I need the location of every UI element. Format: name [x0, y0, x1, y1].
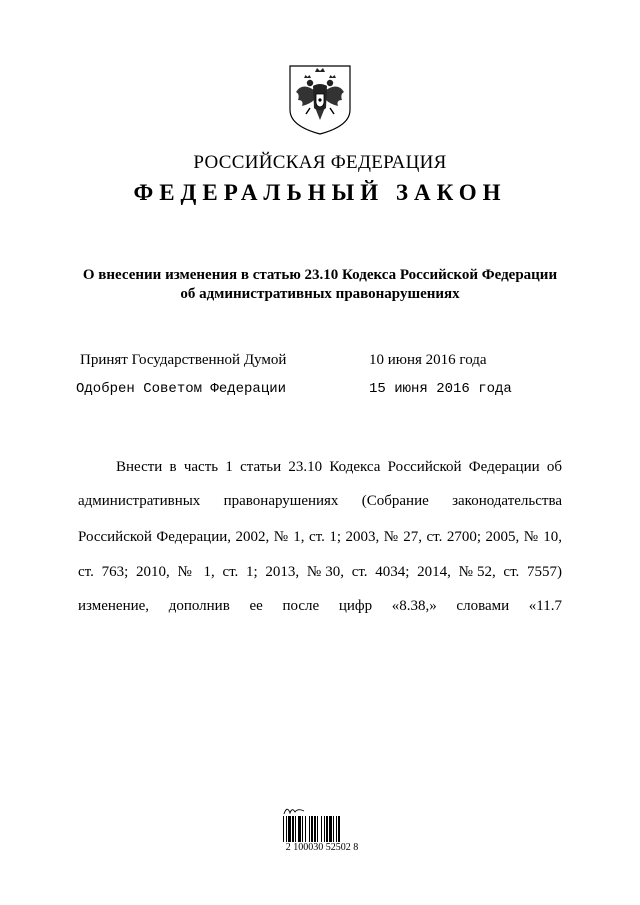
law-title [60, 266, 580, 304]
body-text-line: Внести в часть 1 статьи 23.10 Кодекса Российской Федерации об [116, 459, 562, 475]
law-title-line-1: О внесении изменения в статью 23.10 Кодекса Российской Федерации [82, 267, 558, 283]
country-name: РОССИЙСКАЯ ФЕДЕРАЦИЯ [193, 152, 447, 173]
document-type-heading: ФЕДЕРАЛЬНЫЙ ЗАКОН [133, 180, 507, 205]
duma-adoption-date: 10 июня 2016 года [369, 352, 487, 368]
duma-adoption-label: Принят Государственной Думой [80, 352, 287, 368]
law-title-line-2: об административных правонарушениях [180, 286, 460, 302]
barcode-number: 2 100030 52502 8 [285, 842, 359, 853]
council-approval-date: 15 июня 2016 года [369, 381, 512, 397]
body-text-line: Российской Федерации, 2002, № 1, ст. 1; 2003, № 27, ст. 2700; 2005, № 10, [78, 529, 562, 545]
body-text-line: административных правонарушениях (Собрание законодательства [78, 493, 562, 509]
coat-of-arms-icon [288, 64, 352, 136]
body-text-line: ст. 763; 2010, № 1, ст. 1; 2013, №30, ст. 4034; 2014, №52, ст. 7557) [78, 564, 562, 580]
body-text-line: изменение, дополнив ее после цифр «8.38,» словами «11.7 [78, 598, 562, 614]
barcode-icon [282, 816, 362, 842]
council-approval-label: Одобрен Советом Федерации [76, 381, 287, 397]
